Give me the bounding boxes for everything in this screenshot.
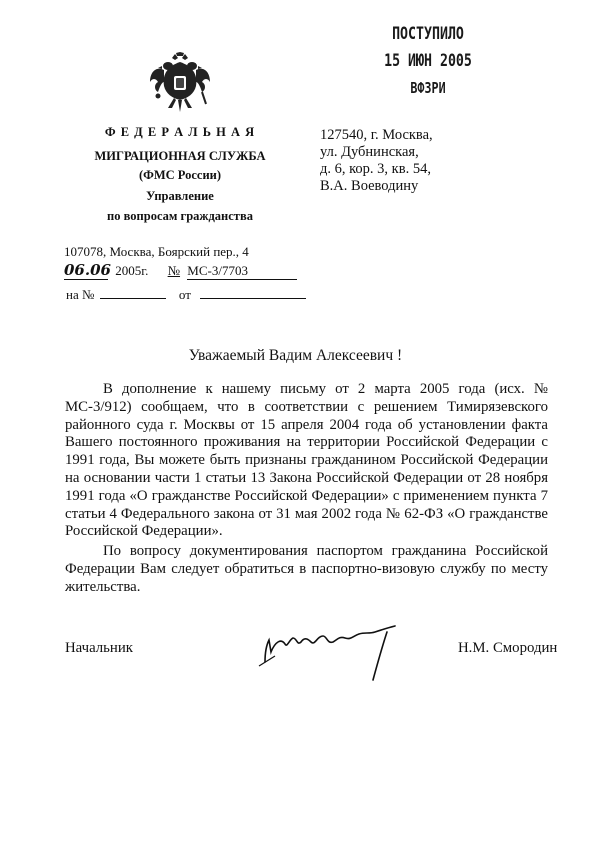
recipient-street: ул. Дубнинская,: [320, 144, 419, 160]
letter-paragraph-1: В дополнение к нашему письму от 2 марта 2005 года (исх. № МС-3/912) сообщаем, что в соответствии с решением Тимирязевского районного суда г. Москвы от 15 апреля 2004 года об установлении факта Вашего постоянного проживания на территории Российской Федерации с 1991 года, Вы можете быть признаны гражданином Российской Федерации на основании части 1 статьи 13 Закона Российской Федерации от 28 ноября 1991 года «О гражданстве Российской Федерации» с применением пункта 7 статьи 4 Федерального закона от 31 мая 2002 года № 62-ФЗ «О гражданстве Российской Федерации».: [65, 381, 548, 540]
department-line1: Управление: [146, 189, 214, 203]
handwritten-date: 06.06: [64, 261, 111, 279]
letter-body: [65, 381, 548, 597]
stamp-date: 15 ИЮН 2005: [384, 51, 472, 71]
date-year: 2005г.: [115, 263, 149, 278]
org-abbreviation: (ФМС России): [138, 168, 222, 182]
signatory-position: Начальник: [65, 640, 133, 656]
org-name-line1: Ф Е Д Е Р А Л Ь Н А Я: [104, 125, 256, 139]
org-name-line2: МИГРАЦИОННАЯ СЛУЖБА: [94, 149, 266, 163]
ref-number-blank: [100, 285, 166, 299]
signatory-name: Н.М. Смородин: [458, 640, 558, 656]
outgoing-date-row: [64, 261, 297, 280]
ref-number-label: на №: [66, 287, 95, 302]
salutation: Уважаемый Вадим Алексеевич !: [188, 347, 403, 364]
recipient-name: В.А. Воеводину: [320, 178, 419, 194]
department-line2: по вопросам гражданства: [107, 209, 253, 223]
recipient-address: [320, 127, 433, 195]
incoming-reference-row: [66, 285, 306, 303]
sender-address: 107078, Москва, Боярский пер., 4: [64, 244, 249, 259]
stamp-received-label: ПОСТУПИЛО: [392, 24, 464, 44]
recipient-building: д. 6, кор. 3, кв. 54,: [320, 161, 431, 177]
ref-date-blank: [200, 285, 306, 299]
double-headed-eagle-emblem-icon: [148, 52, 212, 114]
ref-from-label: от: [178, 287, 191, 302]
number-label: №: [167, 263, 181, 278]
handwritten-signature: [255, 622, 415, 684]
outgoing-number: МС-3/7703: [187, 263, 297, 280]
letter-paragraph-2: По вопросу документирования паспортом гражданина Российской Федерации Вам следует обратиться в паспортно-визовую службу по месту жительства.: [65, 543, 548, 595]
received-stamp: [373, 24, 482, 98]
stamp-department: ВФЗРИ: [410, 79, 446, 97]
recipient-postcode-city: 127540, г. Москва,: [320, 127, 433, 143]
